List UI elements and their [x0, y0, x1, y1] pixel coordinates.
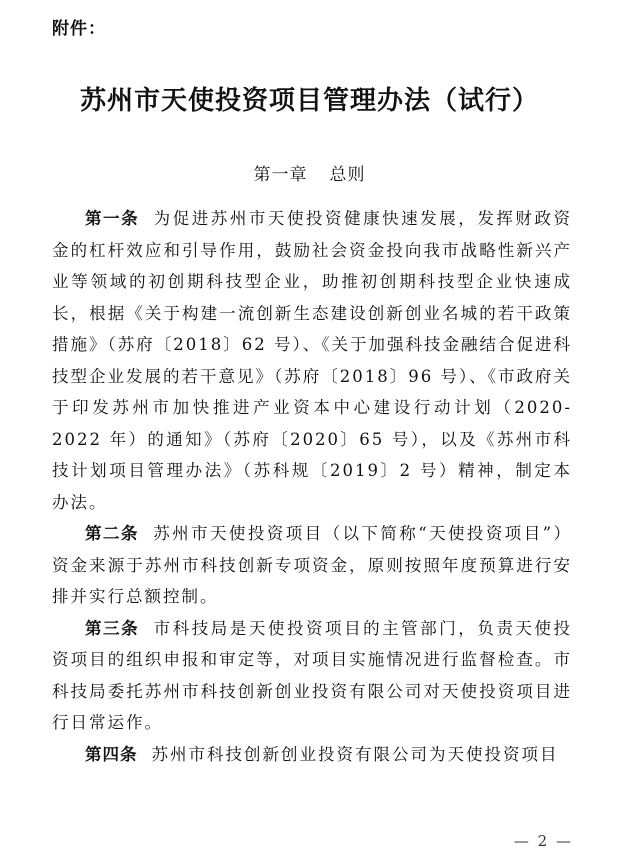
- article-1: [52, 203, 572, 518]
- document-title: 苏州市天使投资项目管理办法（试行）: [79, 86, 539, 116]
- chapter-heading: [0, 160, 619, 185]
- article-2: [52, 518, 572, 613]
- article-3: [52, 613, 572, 739]
- article-text: 市科技局是天使投资项目的主管部门，负责天使投资项目的组织申报和审定等，对项目实施情况进行监督检查。市科技局委托苏州市科技创新创业投资有限公司对天使投资项目进行日常运作。: [52, 618, 573, 732]
- article-text: 苏州市天使投资项目（以下简称“天使投资项目”）资金来源于苏州市科技创新专项资金，原则按照年度预算进行安排并实行总额控制。: [52, 524, 573, 606]
- chapter-number: 第一章: [253, 165, 308, 185]
- article-text: 苏州市科技创新创业投资有限公司为天使投资项目: [151, 744, 559, 764]
- article-label: 第三条: [85, 618, 140, 638]
- page-number: — 2 —: [513, 832, 573, 850]
- article-label: 第二条: [85, 524, 139, 543]
- attachment-label: 附件：: [52, 19, 106, 39]
- article-4: [52, 739, 572, 771]
- article-label: 第一条: [85, 209, 140, 228]
- chapter-name: 总则: [329, 165, 366, 185]
- article-text: 为促进苏州市天使投资健康快速发展，发挥财政资金的杠杆效应和引导作用，鼓励社会资金投向我市战略性新兴产业等领域的初创期科技型企业，助推初创期科技型企业快速成长，根据《关于构建一流创新生态建设创新创业名城的若干政策措施》（苏府〔2018〕62 号）、《关于加强科技金融结合促进科技型企业发展的若干意见》（苏府〔2018〕96 号）、《市政府关于印发苏州市加快推进产业资本中心建设行动计划（2020-2022 年）的通知》（苏府〔2020〕65 号），以及《苏州市科技计划项目管理办法》（苏科规〔2019〕2 号）精神，制定本办法。: [52, 209, 573, 512]
- article-label: 第四条: [85, 744, 138, 764]
- document-body: [52, 203, 572, 770]
